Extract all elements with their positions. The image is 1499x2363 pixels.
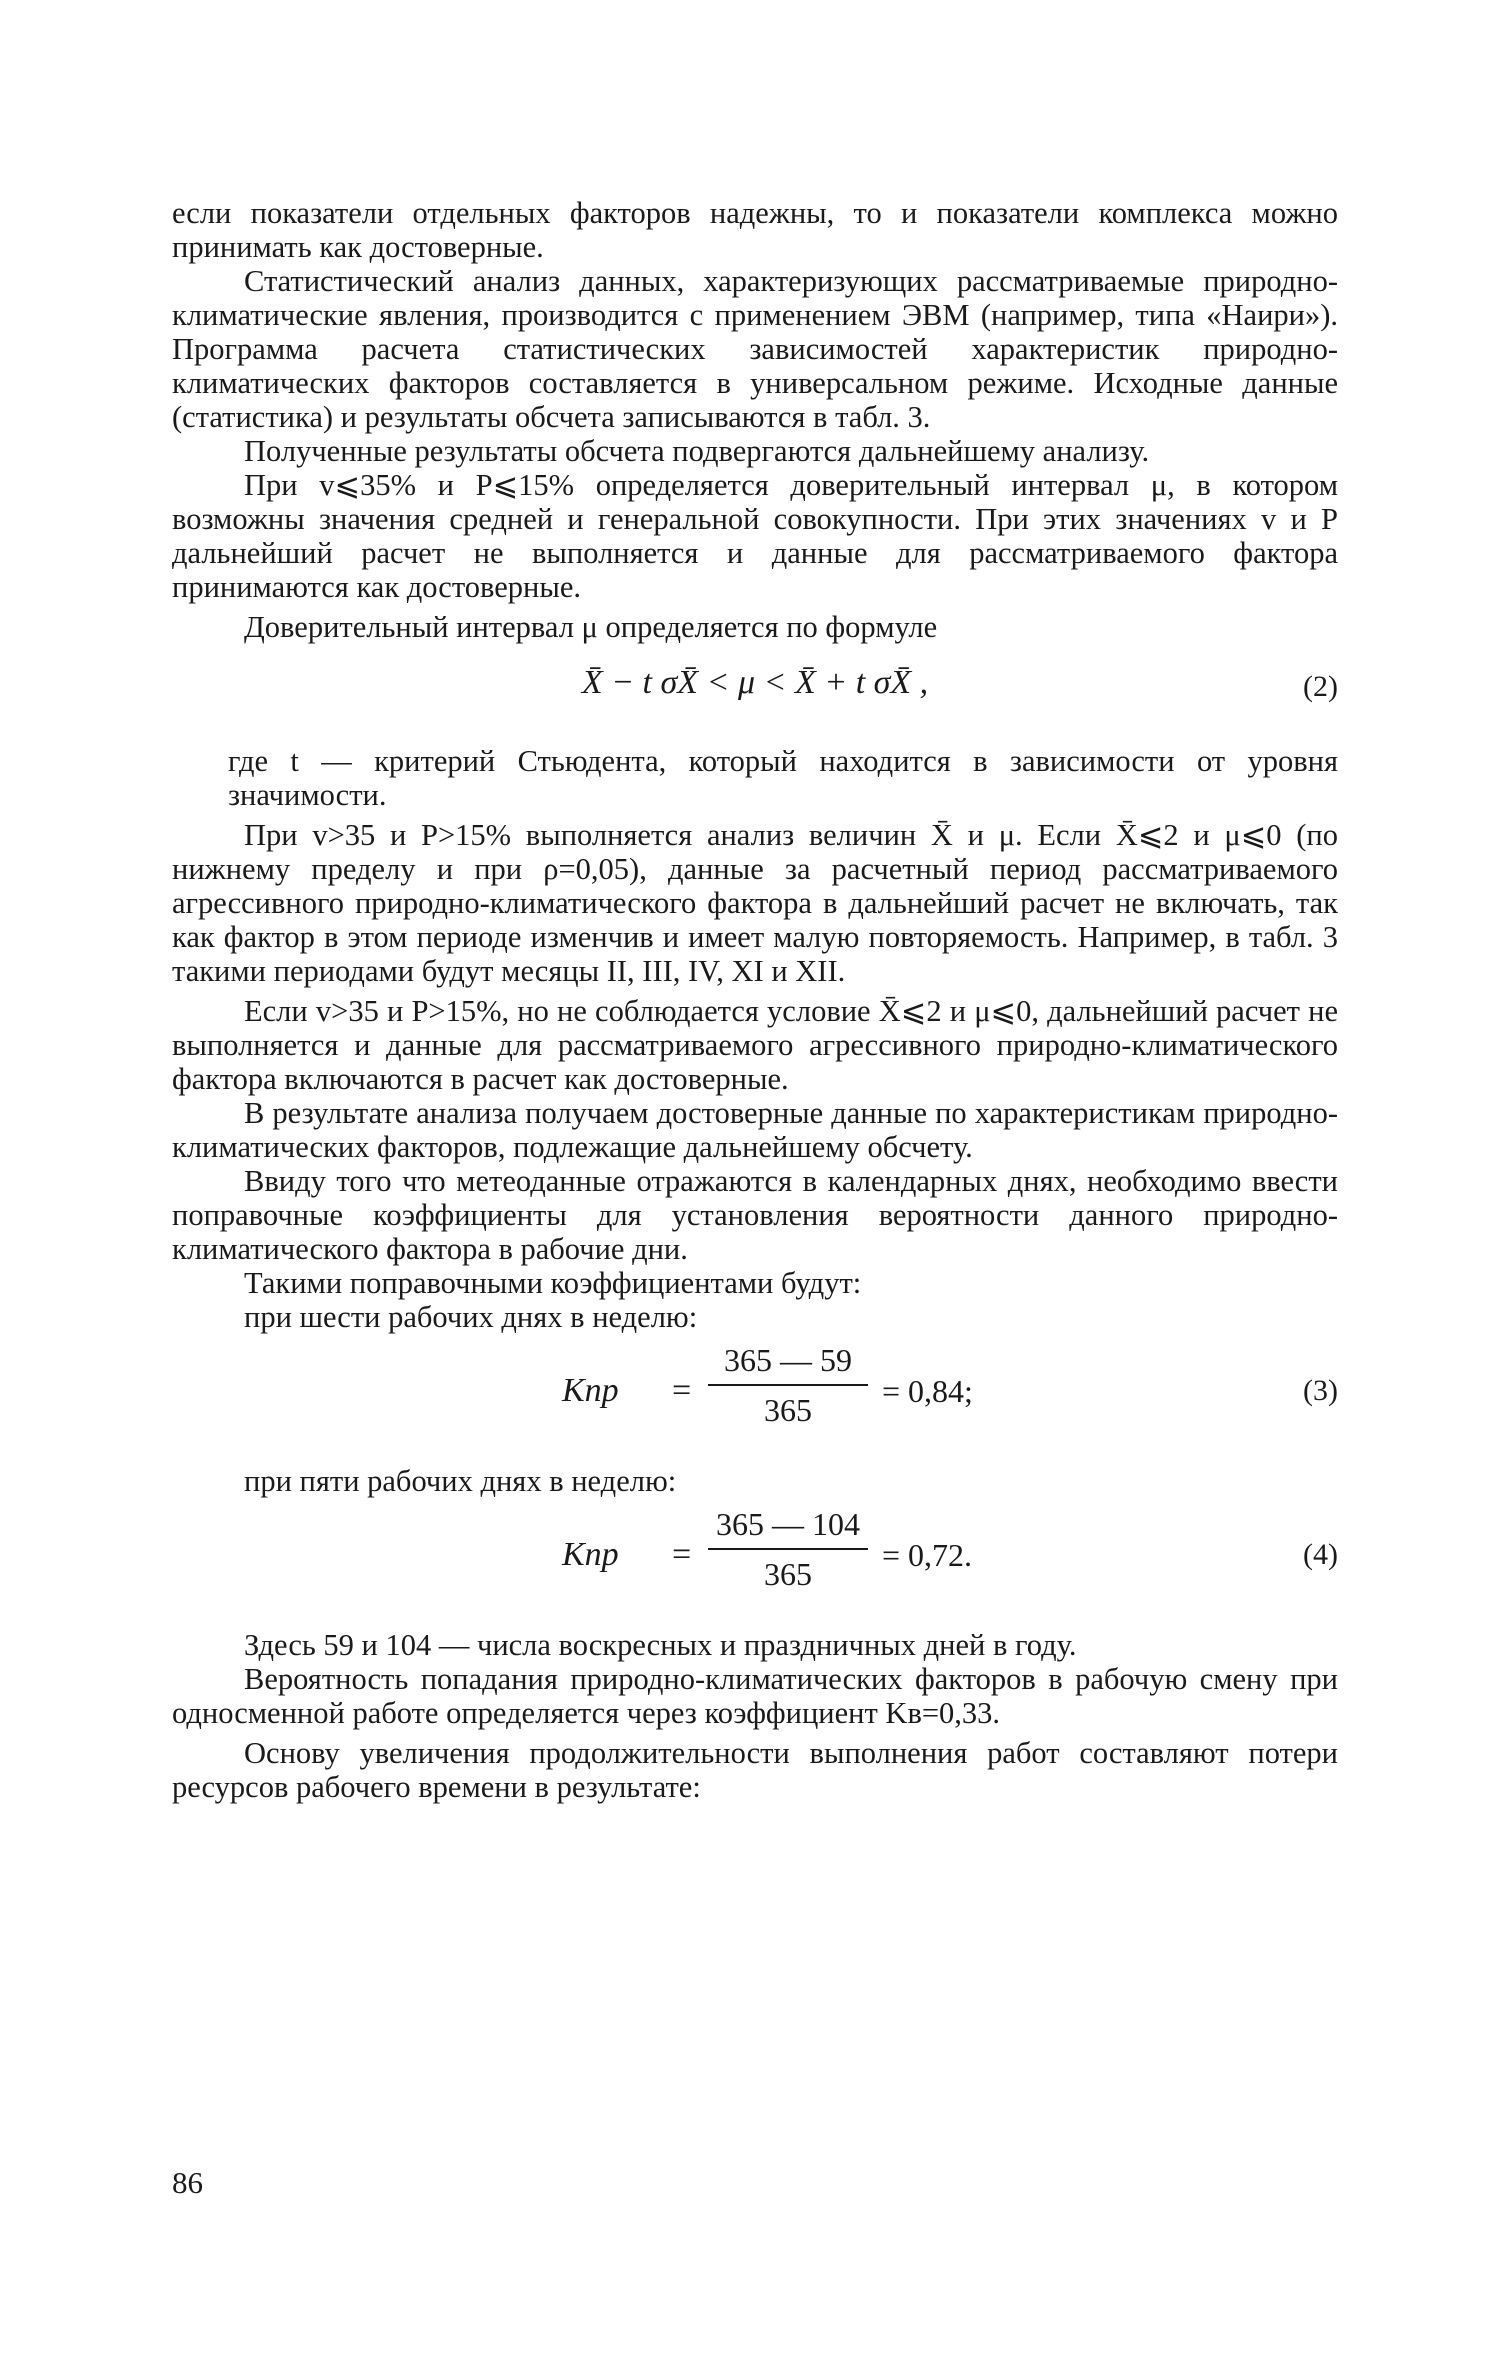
formula-4 xyxy=(172,1504,1338,1622)
formula-number: (2) xyxy=(1303,670,1338,703)
formula-lhs: Kпр xyxy=(562,1372,619,1409)
paragraph: где t — критерий Стьюдента, который находится в зависимости от уровня значимости. xyxy=(228,744,1338,812)
formula-equals: = xyxy=(672,1372,692,1409)
formula-lhs: Kпр xyxy=(562,1536,619,1573)
paragraph: Здесь 59 и 104 — числа воскресных и праздничных дней в году. xyxy=(244,1628,1077,1662)
paragraph: Полученные результаты обсчета подвергаются дальнейшему анализу. xyxy=(244,434,1150,468)
fraction-bar xyxy=(708,1384,868,1386)
fraction xyxy=(708,1340,868,1430)
paragraph: при шести рабочих днях в неделю: xyxy=(244,1300,698,1334)
paragraph: При v⩽35% и P⩽15% определяется доверительный интервал μ, в котором возможны значения средней и генеральной совокупности. При этих значениях v и P дальнейший расчет не выполняется и данные для рассматриваемого фактора принимаются как достоверные. xyxy=(172,468,1338,604)
page-body xyxy=(172,196,1338,1804)
paragraph: Основу увеличения продолжительности выполнения работ составляют потери ресурсов рабочего времени в результате: xyxy=(172,1736,1338,1804)
formula-number: (4) xyxy=(1303,1538,1338,1571)
page-number: 86 xyxy=(172,2165,203,2200)
formula-3 xyxy=(172,1340,1338,1458)
formula-expression: X̄ − t σX̄ < μ < X̄ + t σX̄ , xyxy=(581,664,929,701)
fraction-numerator: 365 — 59 xyxy=(724,1342,852,1378)
fraction-bar xyxy=(708,1548,868,1550)
formula-rhs: = 0,84; xyxy=(882,1373,973,1409)
paragraph: Ввиду того что метеоданные отражаются в календарных днях, необходимо ввести поправочные коэффициенты для установления вероятности данного природно-климатического фактора в рабочие дни. xyxy=(172,1164,1338,1266)
formula-2 xyxy=(172,656,1338,736)
fraction-denominator: 365 xyxy=(764,1556,812,1592)
fraction-denominator: 365 xyxy=(764,1392,812,1428)
formula-equals: = xyxy=(672,1536,692,1573)
fraction xyxy=(708,1504,868,1594)
paragraph: Вероятность попадания природно-климатических факторов в рабочую смену при односменной работе определяется через коэффициент Kв=0,33. xyxy=(172,1662,1338,1730)
paragraph: Такими поправочными коэффициентами будут: xyxy=(244,1266,862,1300)
paragraph: Доверительный интервал μ определяется по формуле xyxy=(244,610,938,644)
paragraph: При v>35 и P>15% выполняется анализ величин X̄ и μ. Если X̄⩽2 и μ⩽0 (по нижнему пределу и при ρ=0,05), данные за расчетный период рассматриваемого агрессивного природно-климатического фактора в дальнейший расчет не включать, так как фактор в этом периоде изменчив и имеет малую повторяемость. Например, в табл. 3 такими периодами будут месяцы II, III, IV, XI и XII. xyxy=(172,818,1338,988)
paragraph: при пяти рабочих днях в неделю: xyxy=(244,1464,677,1498)
paragraph: Если v>35 и P>15%, но не соблюдается условие X̄⩽2 и μ⩽0, дальнейший расчет не выполняется и данные для рассматриваемого агрессивного природно-климатического фактора включаются в расчет как достоверные. xyxy=(172,994,1338,1096)
fraction-numerator: 365 — 104 xyxy=(716,1506,860,1542)
formula-number: (3) xyxy=(1303,1374,1338,1407)
formula-rhs: = 0,72. xyxy=(882,1537,973,1573)
paragraph: Статистический анализ данных, характеризующих рассматриваемые природно-климатические явления, производится с применением ЭВМ (например, типа «Наири»). Программа расчета статистических зависимостей характеристик природно-климатических факторов составляется в универсальном режиме. Исходные данные (статистика) и результаты обсчета записываются в табл. 3. xyxy=(172,264,1338,434)
paragraph: В результате анализа получаем достоверные данные по характеристикам природно-климатических факторов, подлежащие дальнейшему обсчету. xyxy=(172,1096,1338,1164)
paragraph: если показатели отдельных факторов надежны, то и показатели комплекса можно принимать как достоверные. xyxy=(172,196,1338,264)
